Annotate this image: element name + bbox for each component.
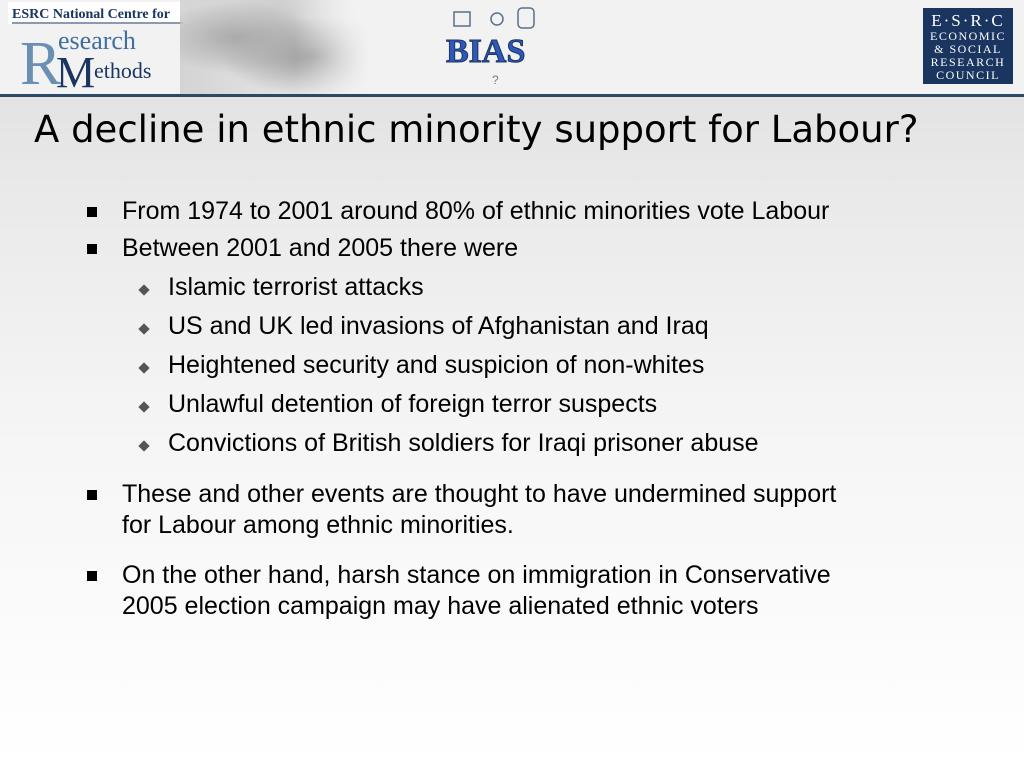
sub-bullet-item: US and UK led invasions of Afghanistan and Iraq xyxy=(168,312,709,340)
bullet-line: On the other hand, harsh stance on immigration in Conservative xyxy=(122,561,831,589)
bullet-item: From 1974 to 2001 around 80% of ethnic minorities vote Labour xyxy=(122,197,830,225)
rm-word-research: esearch xyxy=(58,26,136,55)
sub-bullet-item: Heightened security and suspicion of non-whites xyxy=(168,351,705,379)
sub-bullet-item: Convictions of British soldiers for Iraqi prisoner abuse xyxy=(168,429,759,457)
square-bullet-icon xyxy=(87,571,97,581)
diamond-bullet-icon xyxy=(138,401,149,412)
bullet-item xyxy=(122,479,952,541)
bias-logo xyxy=(440,4,550,88)
diamond-bullet-icon xyxy=(138,323,149,334)
header-photo-collage xyxy=(180,0,370,94)
bullet-line: These and other events are thought to have undermined support xyxy=(122,480,837,508)
bullet-item: Between 2001 and 2005 there were xyxy=(122,234,519,262)
rm-word-methods: ethods xyxy=(94,58,152,83)
esrc-logo-line: & SOCIAL xyxy=(934,42,1002,56)
slide-header xyxy=(0,0,1024,97)
bias-question-icon: ? xyxy=(492,73,499,87)
bias-wordmark: BIAS xyxy=(446,33,526,70)
slide-title: A decline in ethnic minority support for Labour? xyxy=(34,108,919,151)
bullet-line: for Labour among ethnic minorities. xyxy=(122,511,514,539)
esrc-logo xyxy=(923,8,1013,84)
esrc-logo-line: COUNCIL xyxy=(936,68,1000,82)
square-bullet-icon xyxy=(87,490,97,500)
bias-circle-icon xyxy=(491,13,503,25)
diamond-bullet-icon xyxy=(138,362,149,373)
square-bullet-icon xyxy=(87,244,97,254)
sub-bullet-item: Islamic terrorist attacks xyxy=(168,273,424,301)
bias-square-icon xyxy=(454,12,470,26)
esrc-logo-initials: E·S·R·C xyxy=(931,11,1005,30)
bias-rounded-square-icon xyxy=(518,8,534,28)
sub-bullet-item: Unlawful detention of foreign terror suspects xyxy=(168,390,658,418)
rm-caption: ESRC National Centre for xyxy=(12,7,171,22)
esrc-logo-line: ECONOMIC xyxy=(929,29,1006,43)
research-methods-logo xyxy=(8,2,188,92)
bullet-line: 2005 election campaign may have alienated ethnic voters xyxy=(122,592,759,620)
rm-letter-m: M xyxy=(56,48,96,92)
bullet-item xyxy=(122,560,952,622)
diamond-bullet-icon xyxy=(138,440,149,451)
rm-letter-r: R xyxy=(20,30,62,92)
esrc-logo-line: RESEARCH xyxy=(930,55,1006,69)
square-bullet-icon xyxy=(87,207,97,217)
diamond-bullet-icon xyxy=(138,284,149,295)
